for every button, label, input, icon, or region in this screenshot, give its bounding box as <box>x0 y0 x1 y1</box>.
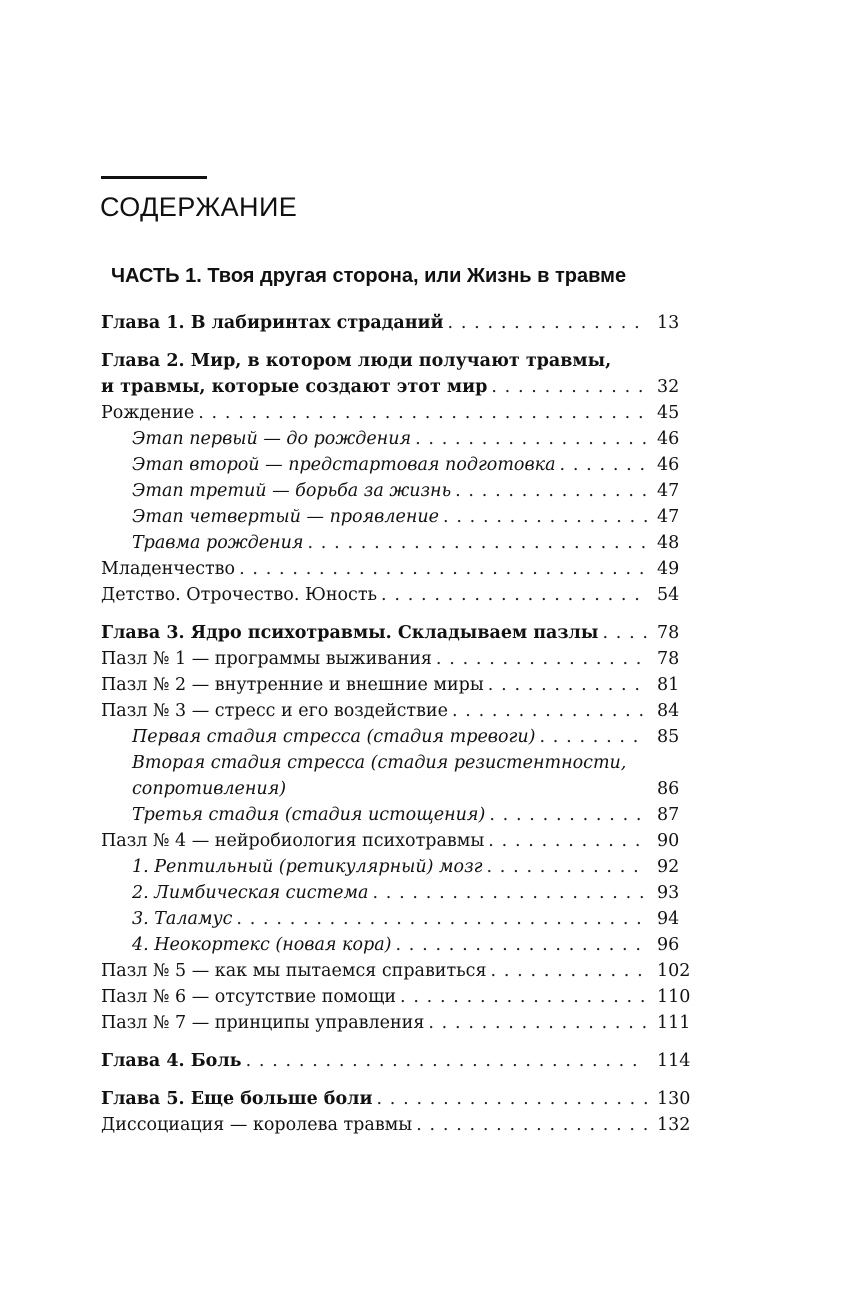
dot-leader <box>488 672 647 698</box>
dot-leader <box>307 530 647 556</box>
toc-entry-page: 45 <box>657 403 680 423</box>
toc-entry-label: Детство. Отрочество. Юность <box>101 585 378 605</box>
toc-entry-subsection-line-1[interactable] <box>101 750 679 776</box>
toc-entry-label: Этап третий — борьба за жизнь <box>132 481 452 501</box>
toc-entry-label: Пазл № 2 — внутренние и внешние миры <box>101 675 484 695</box>
toc-entry-page: 78 <box>657 649 680 669</box>
toc-entry-label: и травмы, которые создают этот мир <box>101 377 488 397</box>
dot-leader <box>436 646 647 672</box>
dot-leader <box>452 698 647 724</box>
toc-entry-label: 4. Неокортекс (новая кора) <box>132 935 392 955</box>
toc-entry-label: 1. Рептильный (ретикулярный) мозг <box>132 857 483 877</box>
toc-entry-page: 81 <box>657 675 680 695</box>
dot-leader <box>448 310 647 336</box>
dot-leader <box>372 880 647 906</box>
toc-entry-subsection[interactable] <box>101 802 679 828</box>
toc-entry-page: 46 <box>657 429 680 449</box>
part-heading: ЧАСТЬ 1. Твоя другая сторона, или Жизнь в травме <box>111 265 627 287</box>
toc-entry-subsection[interactable] <box>101 880 679 906</box>
dot-leader <box>486 854 647 880</box>
toc-entry-chapter-4[interactable] <box>101 1048 691 1074</box>
toc-entry-label: Пазл № 7 — принципы управления <box>101 1013 425 1033</box>
toc-entry-label: 3. Таламус <box>132 909 233 929</box>
toc-entry-label: Вторая стадия стресса (стадия резистентности, <box>132 753 627 773</box>
toc-entry-section[interactable] <box>101 984 691 1010</box>
toc-entry-label: Этап второй — предстартовая подготовка <box>132 455 556 475</box>
toc-entry-label: Диссоциация — королева травмы <box>101 1115 413 1135</box>
toc-entry-label: Глава 3. Ядро психотравмы. Складываем пазлы <box>101 623 599 643</box>
toc-entry-label: 2. Лимбическая система <box>132 883 369 903</box>
dot-leader <box>236 906 647 932</box>
toc-entry-label: Травма рождения <box>132 533 304 553</box>
toc-entry-subsection[interactable] <box>101 452 679 478</box>
toc-entry-section[interactable] <box>101 556 679 582</box>
dot-leader <box>539 724 647 750</box>
toc-entry-label: Первая стадия стресса (стадия тревоги) <box>132 727 536 747</box>
toc-entry-label: Пазл № 3 — стресс и его воздействие <box>101 701 448 721</box>
dot-leader <box>395 932 647 958</box>
toc-entry-subsection[interactable] <box>101 530 679 556</box>
dot-leader <box>560 452 647 478</box>
toc-entry-page: 94 <box>657 909 680 929</box>
toc-entry-subsection[interactable] <box>101 854 679 880</box>
toc-entry-subsection[interactable] <box>101 504 679 530</box>
toc-entry-subsection[interactable] <box>101 426 679 452</box>
toc-entry-subsection[interactable] <box>101 724 679 750</box>
dot-leader <box>602 620 647 646</box>
toc-entry-label: Рождение <box>101 403 195 423</box>
dot-leader <box>491 958 647 984</box>
toc-entry-subsection[interactable] <box>101 478 679 504</box>
toc-entry-page: 96 <box>657 935 680 955</box>
dot-leader <box>198 400 647 426</box>
dot-leader <box>455 478 647 504</box>
dot-leader <box>381 582 647 608</box>
toc-entry-page: 130 <box>657 1089 691 1109</box>
toc-entry-page: 13 <box>657 313 680 333</box>
toc-entry-chapter-2-line-2[interactable] <box>101 374 679 400</box>
toc-entry-page: 54 <box>657 585 680 605</box>
toc-entry-label: сопротивления) <box>132 779 287 799</box>
toc-entry-label: Третья стадия (стадия истощения) <box>132 805 486 825</box>
dot-leader <box>491 374 647 400</box>
toc-entry-page: 47 <box>657 507 680 527</box>
toc-entry-label: Пазл № 5 — как мы пытаемся справиться <box>101 961 487 981</box>
toc-entry-page: 102 <box>657 961 691 981</box>
toc-entry-subsection-line-2[interactable] <box>101 776 679 802</box>
toc-entry-page: 47 <box>657 481 680 501</box>
dot-leader <box>415 426 647 452</box>
toc-entry-page: 84 <box>657 701 680 721</box>
toc-entry-label: Пазл № 6 — отсутствие помощи <box>101 987 396 1007</box>
toc-entry-label: Этап первый — до рождения <box>132 429 412 449</box>
toc-entry-label: Этап четвертый — проявление <box>132 507 440 527</box>
toc-entry-page: 114 <box>657 1051 691 1071</box>
toc-entry-label: Глава 4. Боль <box>101 1051 242 1071</box>
toc-entry-label: Пазл № 4 — нейробиология психотравмы <box>101 831 485 851</box>
toc-entry-chapter-3[interactable] <box>101 620 679 646</box>
toc-entry-page: 111 <box>657 1013 691 1033</box>
toc-entry-page: 132 <box>657 1115 691 1135</box>
dot-leader <box>376 1086 647 1112</box>
toc-entry-page: 49 <box>657 559 680 579</box>
toc-entry-section[interactable] <box>101 1010 691 1036</box>
toc-entry-subsection[interactable] <box>101 932 679 958</box>
toc-entry-page: 90 <box>657 831 680 851</box>
toc-entry-section[interactable] <box>101 958 691 984</box>
toc-entry-label: Младенчество <box>101 559 236 579</box>
page-title: СОДЕРЖАНИЕ <box>100 192 298 222</box>
toc-entry-page: 32 <box>657 377 680 397</box>
toc-entry-section[interactable] <box>101 646 679 672</box>
toc-entry-section[interactable] <box>101 582 679 608</box>
dot-leader <box>246 1048 647 1074</box>
toc-entry-page: 86 <box>657 779 680 799</box>
dot-leader <box>416 1112 647 1138</box>
dot-leader <box>239 556 647 582</box>
toc-entry-page: 48 <box>657 533 680 553</box>
toc-entry-section[interactable] <box>101 828 679 854</box>
dot-leader <box>400 984 647 1010</box>
dot-leader <box>489 802 647 828</box>
toc-entry-page: 46 <box>657 455 680 475</box>
dot-leader <box>443 504 647 530</box>
dot-leader <box>428 1010 647 1036</box>
toc-entry-page: 92 <box>657 857 680 877</box>
toc-entry-chapter-5[interactable] <box>101 1086 691 1112</box>
toc-entry-subsection[interactable] <box>101 906 679 932</box>
toc-entry-section[interactable] <box>101 1112 691 1138</box>
toc-entry-page: 110 <box>657 987 691 1007</box>
dot-leader <box>488 828 647 854</box>
toc-entry-section[interactable] <box>101 400 679 426</box>
toc-entry-section[interactable] <box>101 672 679 698</box>
toc-entry-chapter-1[interactable] <box>101 310 679 336</box>
table-of-contents <box>101 310 691 1138</box>
title-rule <box>101 176 207 179</box>
toc-entry-page: 85 <box>657 727 680 747</box>
toc-entry-section[interactable] <box>101 698 679 724</box>
toc-entry-chapter-2-line-1[interactable] <box>101 348 679 374</box>
toc-entry-page: 78 <box>657 623 680 643</box>
toc-entry-label: Глава 2. Мир, в котором люди получают травмы, <box>101 351 612 371</box>
toc-entry-page: 93 <box>657 883 680 903</box>
toc-entry-page: 87 <box>657 805 680 825</box>
toc-entry-label: Глава 1. В лабиринтах страданий <box>101 313 444 333</box>
toc-entry-label: Пазл № 1 — программы выживания <box>101 649 432 669</box>
toc-entry-label: Глава 5. Еще больше боли <box>101 1089 373 1109</box>
